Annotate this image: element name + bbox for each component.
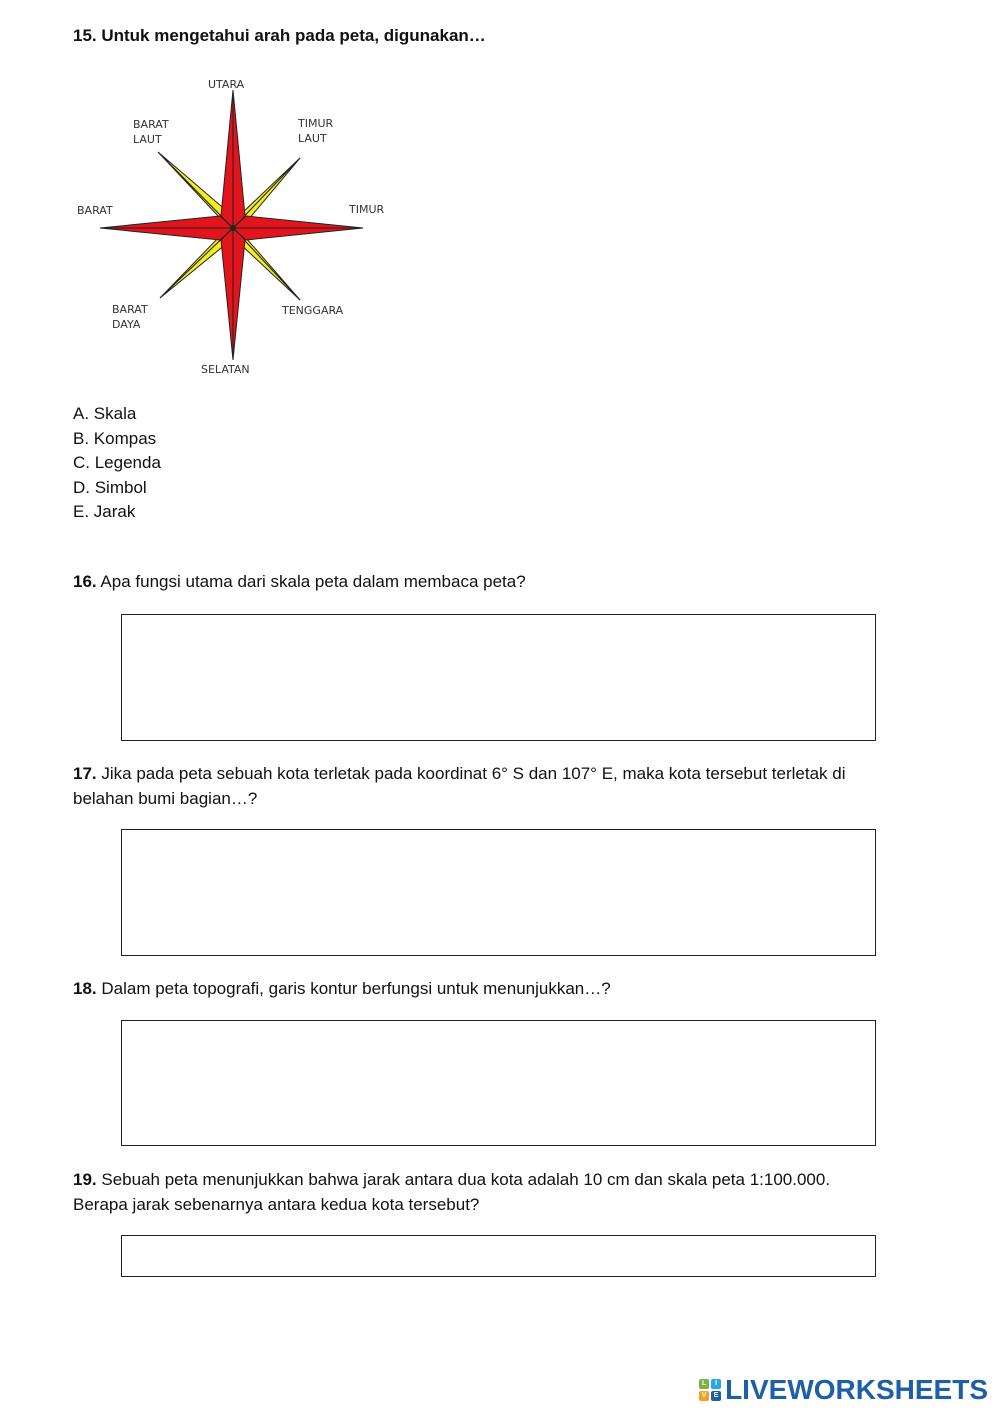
option-b[interactable]: B. Kompas xyxy=(73,428,157,448)
option-c[interactable]: C. Legenda xyxy=(73,453,161,472)
logo-mark-v: V xyxy=(699,1391,709,1401)
answer-box-19[interactable] xyxy=(121,1235,876,1277)
option-e[interactable]: E. Jarak xyxy=(73,502,136,521)
compass-label-northwest-1: BARAT xyxy=(133,118,169,131)
question-16-text: Apa fungsi utama dari skala peta dalam membaca peta? xyxy=(96,572,526,591)
question-15: 15. Untuk mengetahui arah pada peta, digunakan… xyxy=(73,26,486,45)
question-17 xyxy=(73,761,873,811)
question-18 xyxy=(73,976,873,1001)
option-d[interactable]: D. Simbol xyxy=(73,477,147,497)
logo-mark-i: I xyxy=(711,1379,721,1389)
answer-box-17[interactable] xyxy=(121,829,876,956)
option-a[interactable]: A. Skala xyxy=(73,404,137,423)
answer-box-16[interactable] xyxy=(121,614,876,741)
question-16-number: 16. xyxy=(73,572,97,591)
question-19 xyxy=(73,1167,873,1217)
compass-label-north: UTARA xyxy=(208,78,245,91)
compass-label-northwest-2: LAUT xyxy=(133,133,162,146)
logo-mark-icon xyxy=(699,1379,721,1401)
compass-label-southeast: TENGGARA xyxy=(282,304,344,317)
answer-options xyxy=(73,402,161,525)
compass-label-southwest-2: DAYA xyxy=(112,318,141,331)
compass-center xyxy=(230,225,236,231)
question-17-text: Jika pada peta sebuah kota terletak pada koordinat 6° S dan 107° E, maka kota tersebut terletak di belahan bumi bagian…? xyxy=(73,764,846,808)
compass-label-northeast-2: LAUT xyxy=(298,132,327,145)
question-19-number: 19. xyxy=(73,1170,97,1189)
question-19-text: Sebuah peta menunjukkan bahwa jarak antara dua kota adalah 10 cm dan skala peta 1:100.000. Berapa jarak sebenarnya antara kedua kota tersebut? xyxy=(73,1170,831,1214)
question-18-number: 18. xyxy=(73,979,97,998)
question-17-number: 17. xyxy=(73,764,97,783)
question-18-text: Dalam peta topografi, garis kontur berfungsi untuk menunjukkan…? xyxy=(96,979,611,998)
compass-label-east: TIMUR xyxy=(349,203,385,216)
logo-mark-l: L xyxy=(699,1379,709,1389)
compass-rose-image xyxy=(70,70,400,385)
compass-label-south: SELATAN xyxy=(201,363,250,376)
compass-label-west: BARAT xyxy=(77,204,113,217)
question-16 xyxy=(73,569,873,594)
answer-box-18[interactable] xyxy=(121,1020,876,1146)
logo-mark-e: E xyxy=(711,1391,721,1401)
liveworksheets-logo xyxy=(699,1374,988,1406)
logo-text: LIVEWORKSHEETS xyxy=(725,1374,988,1405)
compass-label-northeast-1: TIMUR xyxy=(298,117,334,130)
compass-label-southwest-1: BARAT xyxy=(112,303,148,316)
